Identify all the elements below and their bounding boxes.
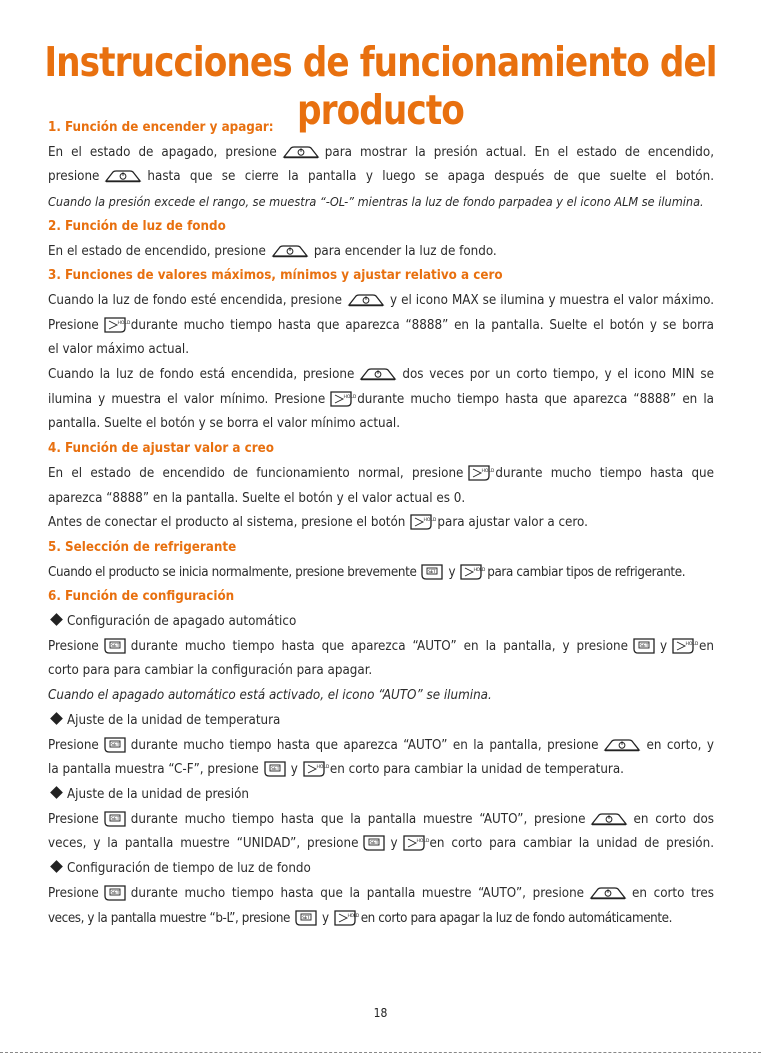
- section-heading: 5. Selección de refrigerante: [48, 539, 237, 555]
- svg-text:HOLD: HOLD: [416, 839, 429, 845]
- paragraph-line: la pantalla muestra “C-F”, presione SET y HOLD en corto para cambiar la unidad de temperatura.: [48, 762, 624, 778]
- paragraph-line: Cuando la luz de fondo está encendida, presione dos veces por un corto tiempo, y el icono MIN se: [48, 367, 714, 383]
- unit-button-icon: [633, 638, 655, 654]
- diamond-bullet-icon: [50, 613, 63, 626]
- power-button-icon: [271, 244, 309, 258]
- paragraph-line: Cuando el producto se inicia normalmente, presione brevemente SET y HOLD para cambiar tipos de refrigerante.: [48, 564, 686, 580]
- unit-button-icon: [104, 811, 126, 827]
- mode-button-icon: [410, 514, 437, 530]
- paragraph-line: pantalla. Suelte el botón y se borra el valor mínimo actual.: [48, 416, 401, 432]
- note-line: Cuando la presión excede el rango, se muestra “-OL-” mientras la luz de fondo parpadea y el icono ALM se ilumina.: [48, 194, 704, 210]
- unit-button-icon: [104, 737, 126, 753]
- mode-button-icon: [334, 910, 359, 926]
- section-heading: 3. Funciones de valores máximos, mínimos y ajustar relativo a cero: [48, 268, 503, 284]
- svg-text:HOLD: HOLD: [316, 765, 330, 771]
- footer-divider: [0, 1052, 761, 1053]
- paragraph-line: En el estado de apagado, presione para mostrar la presión actual. En el estado de encendido,: [48, 144, 714, 160]
- paragraph-line: aparezca “8888” en la pantalla. Suelte el botón y el valor actual es 0.: [48, 490, 466, 506]
- power-button-icon: [359, 367, 397, 381]
- svg-text:HOLD: HOLD: [423, 518, 437, 524]
- svg-text:SET: SET: [428, 569, 436, 575]
- svg-text:HOLD: HOLD: [481, 468, 495, 474]
- svg-text:SET: SET: [640, 643, 649, 649]
- power-button-icon: [590, 812, 628, 826]
- paragraph-line: presione hasta que se cierre la pantalla y luego se apaga después de que suelte el botón.: [48, 169, 714, 185]
- diamond-bullet-icon: [50, 860, 63, 873]
- mode-button-icon: [104, 317, 131, 333]
- paragraph-line: ilumina y muestra el valor mínimo. Presione HOLD durante mucho tiempo hasta que aparezca “8888” en la: [48, 391, 714, 407]
- paragraph-line: Cuando la luz de fondo esté encendida, presione y el icono MAX se ilumina y muestra el valor máximo.: [48, 292, 714, 308]
- mode-button-icon: [303, 761, 330, 777]
- mode-button-icon: [330, 391, 357, 407]
- svg-text:SET: SET: [302, 915, 310, 921]
- svg-text:HOLD: HOLD: [347, 913, 359, 919]
- paragraph-line: Antes de conectar el producto al sistema, presione el botón HOLD para ajustar valor a cero.: [48, 515, 588, 531]
- page-title: Instrucciones de funcionamiento del producto: [44, 38, 717, 134]
- paragraph-line: Presione SET durante mucho tiempo hasta que aparezca “AUTO” en la pantalla, presione en corto, y: [48, 737, 714, 753]
- unit-button-icon: [295, 910, 317, 926]
- paragraph-line: el valor máximo actual.: [48, 342, 190, 358]
- unit-button-icon: [264, 761, 286, 777]
- svg-text:SET: SET: [111, 816, 120, 822]
- paragraph-line: veces, y la pantalla muestre “UNIDAD”, presione SET y HOLD en corto para cambiar la unidad de presión.: [48, 836, 714, 852]
- mode-button-icon: [672, 638, 699, 654]
- mode-button-icon: [468, 465, 495, 481]
- svg-text:HOLD: HOLD: [685, 641, 699, 647]
- bullet-title: Ajuste de la unidad de temperatura: [48, 709, 714, 734]
- power-button-icon: [282, 145, 320, 159]
- power-button-icon: [603, 738, 641, 752]
- paragraph-line: Presione SET durante mucho tiempo hasta que la pantalla muestre “AUTO”, presione en corto dos: [48, 811, 714, 827]
- paragraph-line: Presione SET durante mucho tiempo hasta que la pantalla muestre “AUTO”, presione en corto tres: [48, 885, 714, 901]
- power-button-icon: [347, 293, 385, 307]
- paragraph-line: Presione SET durante mucho tiempo hasta que aparezca “AUTO” en la pantalla, y presione SET y HOLD en: [48, 638, 714, 654]
- unit-button-icon: [104, 885, 126, 901]
- mode-button-icon: [403, 835, 429, 851]
- svg-text:HOLD: HOLD: [117, 320, 131, 326]
- power-button-icon: [104, 169, 142, 183]
- bullet-title: Configuración de tiempo de luz de fondo: [48, 857, 714, 882]
- paragraph-line: Presione HOLD durante mucho tiempo hasta que aparezca “8888” en la pantalla. Suelte el botón y se borra: [48, 317, 714, 333]
- paragraph-line: corto para para cambiar la configuración para apagar.: [48, 663, 373, 679]
- svg-text:SET: SET: [111, 643, 120, 649]
- svg-text:HOLD: HOLD: [473, 567, 486, 573]
- section-heading: 6. Función de configuración: [48, 589, 235, 605]
- svg-text:SET: SET: [111, 742, 120, 748]
- page-number: 18: [373, 1006, 388, 1020]
- diamond-bullet-icon: [50, 786, 63, 799]
- paragraph-line: En el estado de encendido, presione para encender la luz de fondo.: [48, 243, 497, 259]
- svg-text:SET: SET: [111, 890, 120, 896]
- instructions-body: [48, 116, 714, 931]
- svg-text:HOLD: HOLD: [343, 394, 357, 400]
- note-line: Cuando el apagado automático está activado, el icono “AUTO” se ilumina.: [48, 688, 492, 704]
- power-button-icon: [589, 886, 627, 900]
- bullet-title: Ajuste de la unidad de presión: [48, 783, 714, 808]
- bullet-title: Configuración de apagado automático: [48, 610, 714, 635]
- svg-text:SET: SET: [370, 841, 379, 847]
- svg-text:SET: SET: [271, 767, 280, 773]
- section-heading: 1. Función de encender y apagar:: [48, 120, 274, 135]
- paragraph-line: veces, y la pantalla muestre “b-L”, presione SET y HOLD en corto para apagar la luz de fondo automáticamente.: [48, 910, 673, 926]
- section-heading: 2. Función de luz de fondo: [48, 218, 226, 234]
- mode-button-icon: [460, 564, 486, 580]
- unit-button-icon: [421, 564, 443, 580]
- diamond-bullet-icon: [50, 712, 63, 725]
- section-heading: 4. Función de ajustar valor a creo: [48, 441, 274, 457]
- unit-button-icon: [104, 638, 126, 654]
- paragraph-line: En el estado de encendido de funcionamiento normal, presione HOLD durante mucho tiempo hasta que: [48, 465, 714, 481]
- unit-button-icon: [363, 835, 385, 851]
